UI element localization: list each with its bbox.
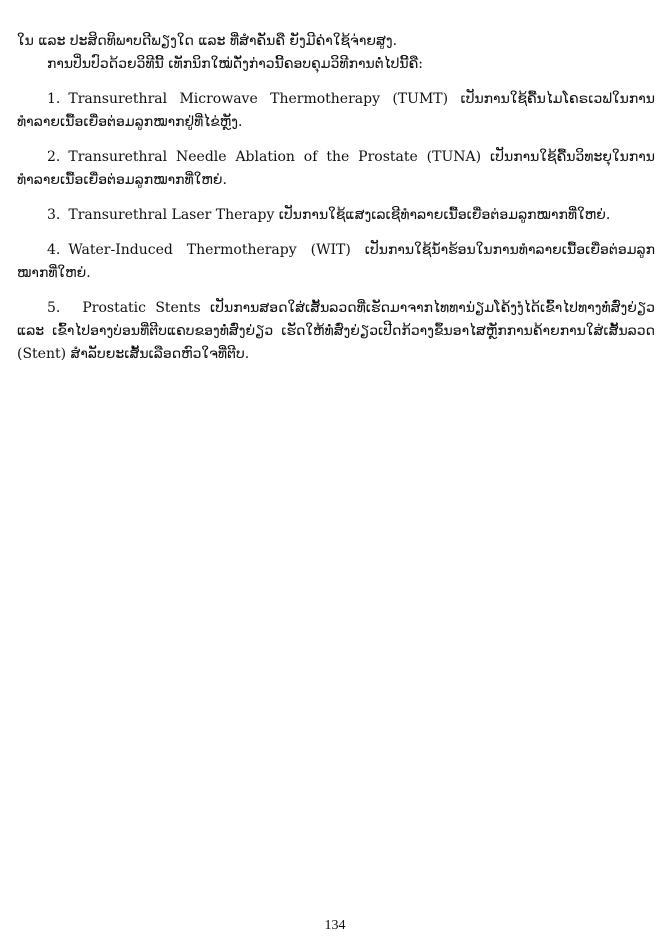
body-text [17,30,655,378]
intro-line: ໃນ ແລະ ປະສິດທິພາບດີພຽງໃດ ແລະ ທີ່ສຳຄັນຄື ຍັງມີຄ່າໃຊ້ຈ່າຍສູງ. [17,33,398,49]
page-number: 134 [324,918,346,933]
list-item-number: 5. [47,300,61,316]
list-item-number: 3. [47,207,61,223]
list-item-text: Water-Induced Thermotherapy (WIT) ເປັນການໃຊ້ນ້ຳຮ້ອນໃນການທຳລາຍເນື້ອເຍື່ອຕ່ອມລູກໝາກທີ່ໃຫຍ່. [17,242,655,281]
list-item-2 [17,146,655,192]
list-item-5 [17,297,655,366]
list-item-text: Prostatic Stents ເປັນການສອດໃສ່ເສັ້ນລວດທີ່ເຮັດມາຈາກໄທທານ່ຽມໂຄ້ງງໍໄດ້ເຂົ້າໄປທາງທໍ່ສົ່ງຍ່ຽວ ແລະ ເຂົ້າໄປອາງບ່ອນທີ່ຕີບແຄບຂອງທໍ່ສົ່ງຍ່ຽວ ເຮັດໃຫ້ທໍ່ສົ່ງຍ່ຽວເປີດກ້ວາງຂຶ້ນອາໄສຫຼັກການຄ້າຍການໃສ່ເສັ້ນລວດ (Stent) ສຳລັບຍະເສັ້ນເລືອດຫົວໃຈທີ່ຕີບ. [17,300,655,362]
list-item-text: Transurethral Laser Therapy ເປັນການໃຊ້ແສງເລເຊີທຳລາຍເນື້ອເຍື່ອຕ່ອມລູກໝາກທີ່ໃຫຍ່. [68,207,611,223]
list-item-text: Transurethral Microwave Thermotherapy (TUMT) ເປັນການໃຊ້ຄື້ນໄມໂຄຣເວຟໃນການທຳລາຍເນື້ອເຍື່ອຕ່ອມລູກໝາກຢູ່ທີ່ໄຂ່ຫຼັງ. [17,91,655,130]
list-item-3 [17,204,655,227]
list-item-number: 4. [47,242,61,258]
list-item-4 [17,239,655,285]
list-item-number: 2. [47,149,61,165]
lead-paragraph: ການປິ່ນປົວດ້ວຍວິທີນີ້ ເທັກນິກໃໝ່ດັ່ງກ່າວນີ້ຄອບຄຸມວິທີການຕໍ່ໄປນີ້ຄື: [47,56,423,72]
list-item-1 [17,88,655,134]
list-item-text: Transurethral Needle Ablation of the Prostate (TUNA) ເປັນການໃຊ້ຄື້ນວິທະຍຸໃນການທຳລາຍເນື້ອເຍື່ອຕ່ອມລູກໝາກທີ່ໃຫຍ່. [17,149,655,188]
list-item-number: 1. [47,91,61,107]
